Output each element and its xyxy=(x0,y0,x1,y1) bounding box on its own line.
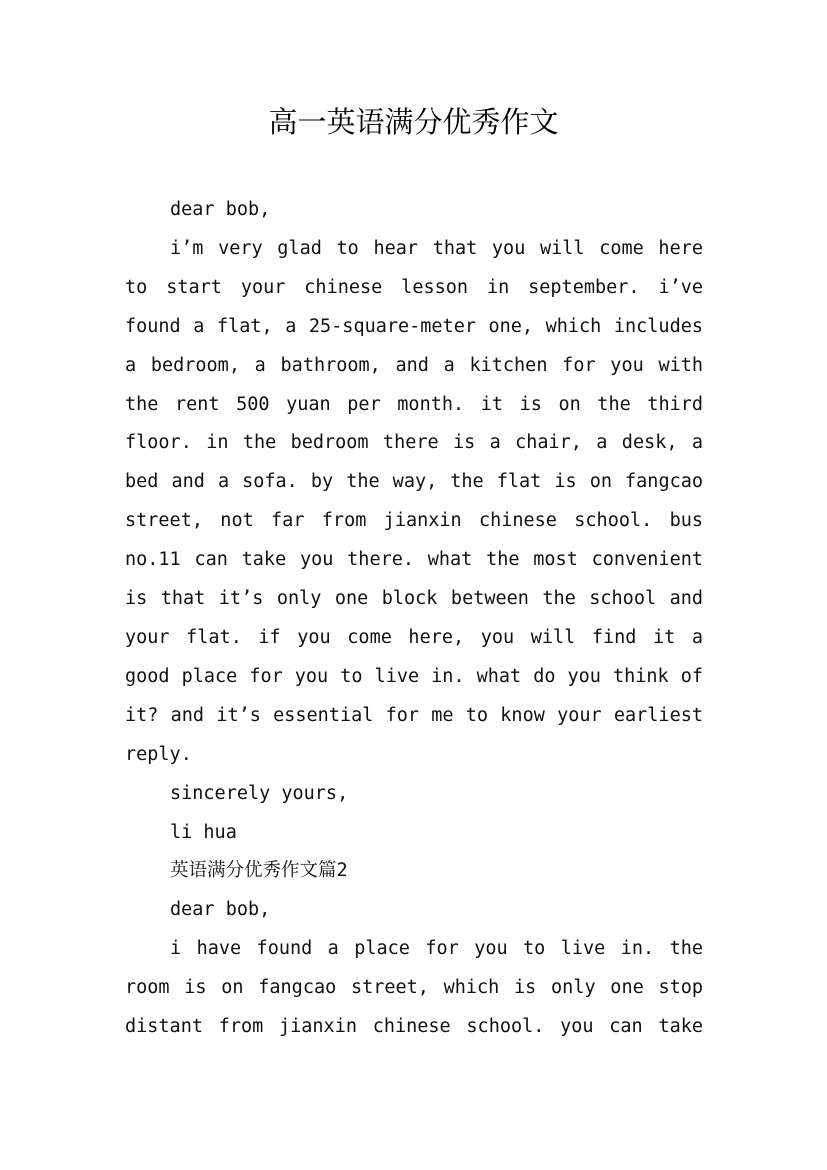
paragraph-greeting: dear bob, xyxy=(170,199,271,220)
paragraph-letter-body-2: i have found a place for you to live in. the room is on fangcao street, which is only one stop distant from jianxin chinese school. you can take xyxy=(125,938,703,1038)
document-body xyxy=(125,191,703,1047)
paragraph-closing: sincerely yours, xyxy=(170,782,349,804)
paragraph-greeting-2: dear bob, xyxy=(170,899,271,921)
paragraph-letter-body: i’m very glad to hear that you will come here to start your chinese lesson in september. i’ve found a flat, a 25-square-meter one, which includes a bedroom, a bathroom, and a kitchen for you with the rent 500 yuan per month. it is on the third floor. in the bedroom there is a chair, a desk, a bed and a sofa. by the way, the flat is on fangcao street, not far from jianxin chinese school. bus no.11 can take you there. what the most convenient is that it’s only one block between the school and your flat. if you come here, you will find it a good place for you to live in. what do you think of it? and it’s essential for me to know your earliest reply. xyxy=(125,237,703,765)
paragraph-signature: li hua xyxy=(170,821,237,843)
section-heading: 英语满分优秀作文篇2 xyxy=(170,860,348,882)
document-title: 高一英语满分优秀作文 xyxy=(268,105,559,139)
